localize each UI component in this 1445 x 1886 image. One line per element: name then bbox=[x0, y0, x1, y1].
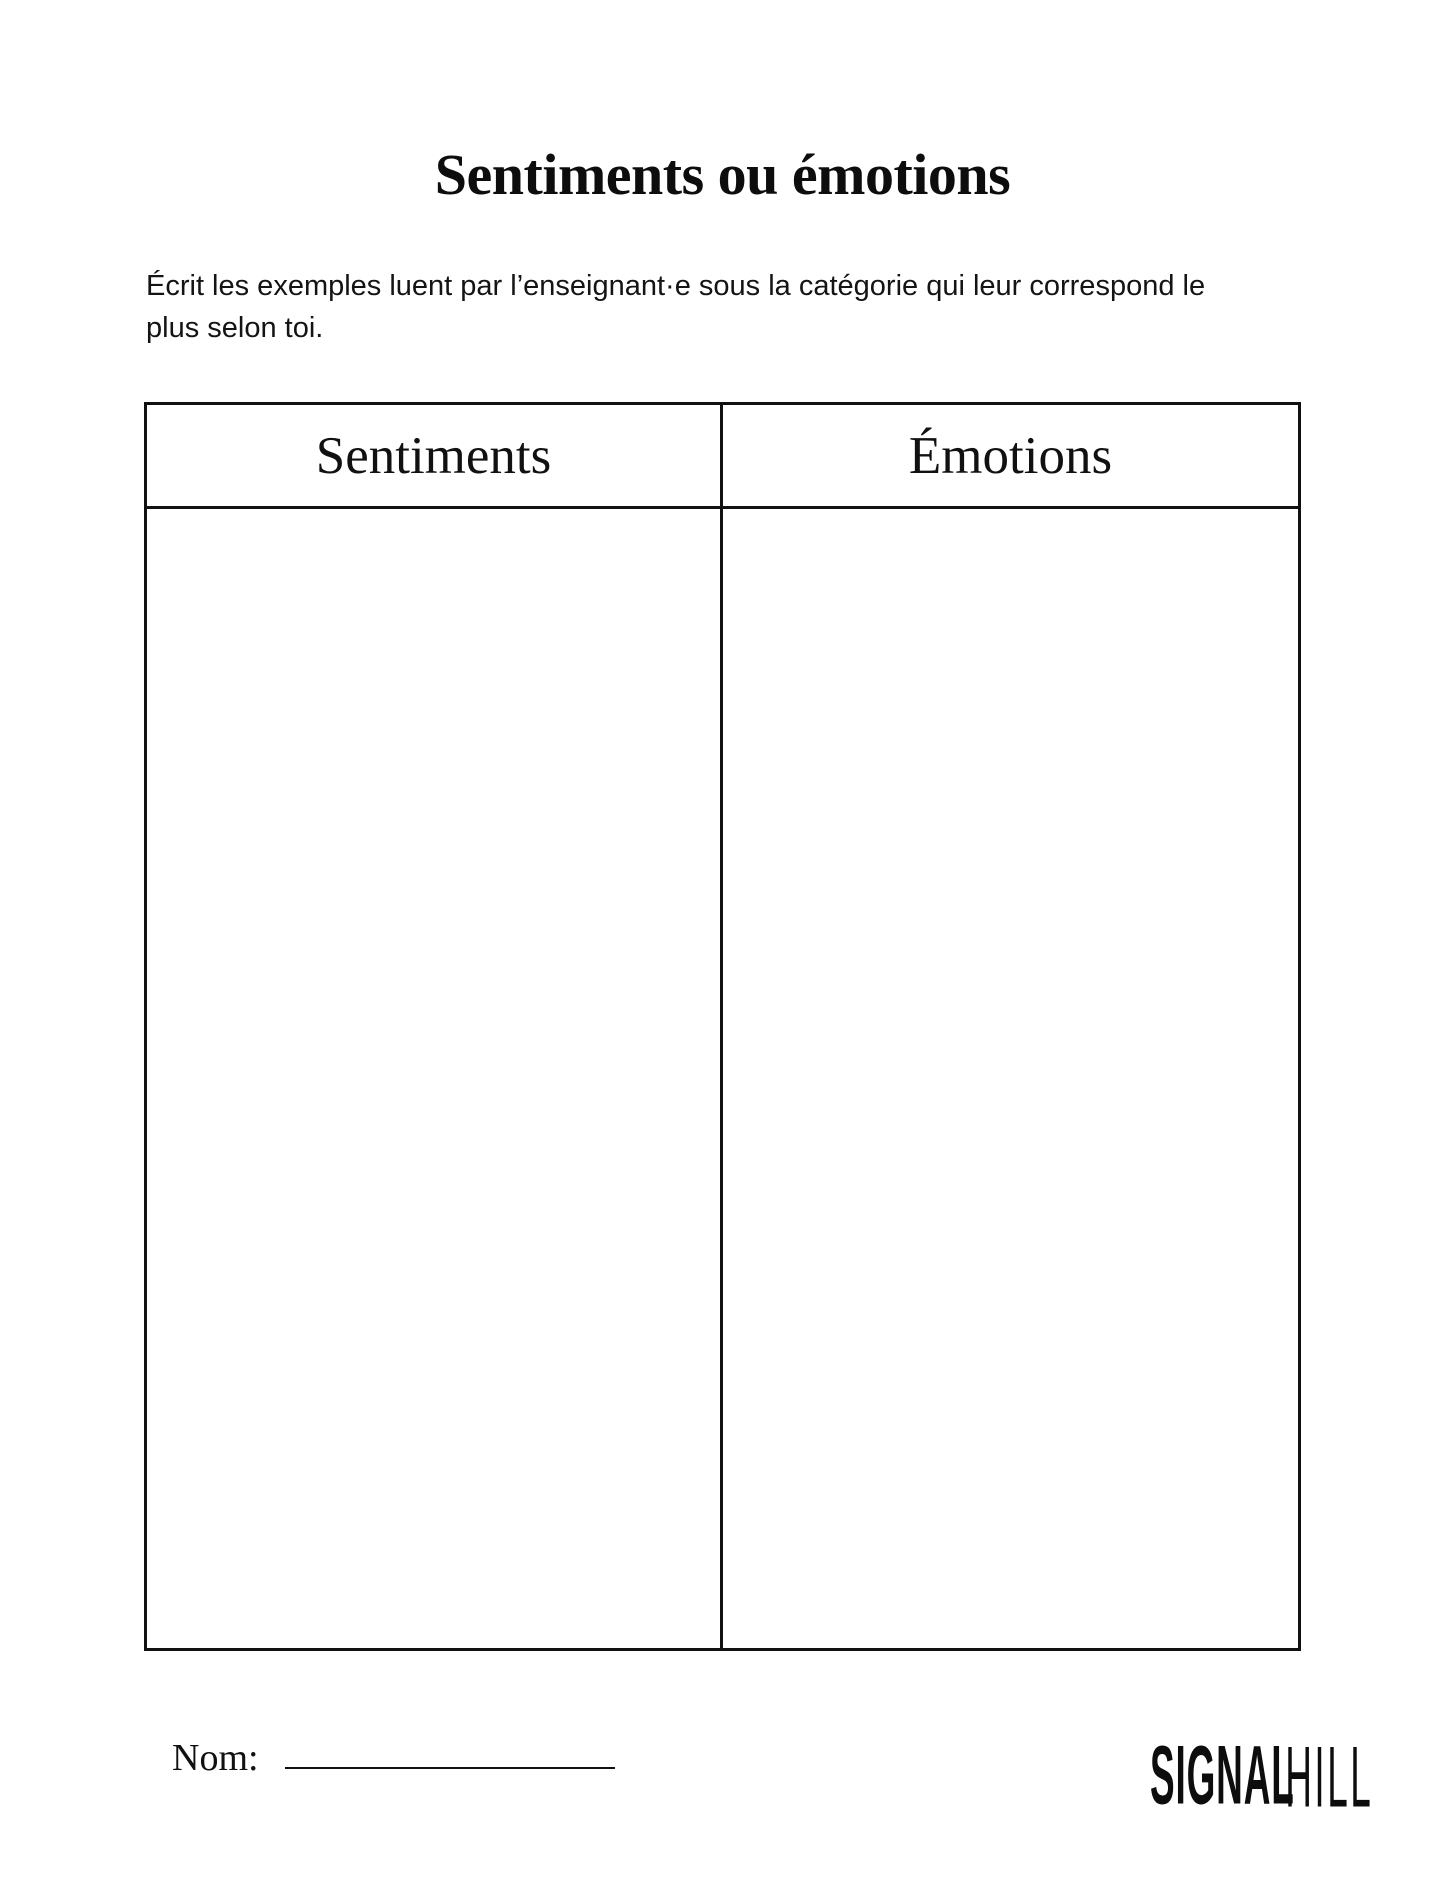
signalhill-logo bbox=[1150, 1740, 1378, 1810]
name-field-row bbox=[172, 1730, 259, 1780]
instructions-text: Écrit les exemples luent par l’enseignant·e sous la catégorie qui leur correspond le plus selon toi. bbox=[146, 270, 1206, 344]
column-header-sentiments: Sentiments bbox=[146, 404, 722, 508]
sentiments-answer-cell[interactable] bbox=[146, 508, 722, 1650]
sorting-table bbox=[144, 402, 1301, 1651]
name-input-line[interactable] bbox=[285, 1767, 615, 1769]
table-header-row bbox=[146, 404, 1300, 508]
page-title: Sentiments ou émotions bbox=[434, 142, 1011, 207]
emotions-answer-cell[interactable] bbox=[722, 508, 1300, 1650]
column-header-emotions: Émotions bbox=[722, 404, 1300, 508]
logo-text-light: HILL bbox=[1285, 1740, 1374, 1810]
signalhill-logo-icon bbox=[1150, 1740, 1378, 1810]
table-body-row bbox=[146, 508, 1300, 1650]
name-label: Nom: bbox=[172, 1737, 259, 1779]
logo-text-bold: SIGNAL bbox=[1150, 1740, 1295, 1810]
